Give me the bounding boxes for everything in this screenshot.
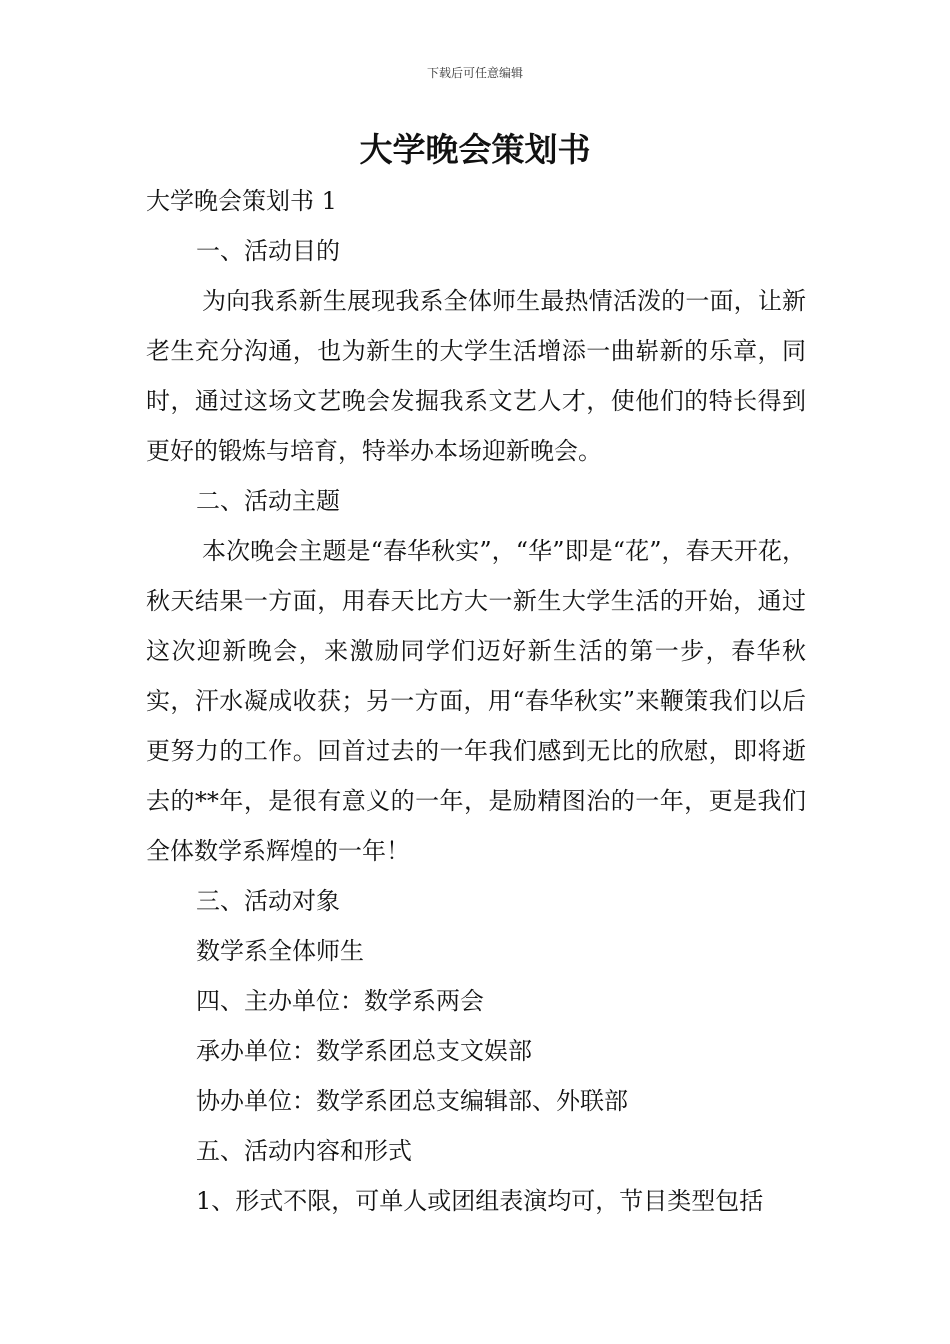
document-title: 大学晚会策划书	[359, 130, 591, 169]
page-header-note: 下载后可任意编辑	[426, 66, 523, 80]
section-heading-audience: 三、活动对象	[196, 887, 340, 915]
list-item-form: 1、形式不限，可单人或团组表演均可，节目类型包括	[196, 1187, 764, 1215]
line-host-unit: 承办单位：数学系团总支文娱部	[196, 1037, 532, 1065]
section-heading-content-form: 五、活动内容和形式	[196, 1137, 412, 1165]
paragraph-theme: 本次晚会主题是“春华秋实”，“华”即是“花”，春天开花，秋天结果一方面，用春天比方大一新生大学生活的开始，通过这次迎新晚会，来激励同学们迈好新生活的第一步，春华秋实，汗水凝成收获；另一方面，用“春华秋实”来鞭策我们以后更努力的工作。回首过去的一年我们感到无比的欣慰，即将逝去的**年，是很有意义的一年，是励精图治的一年，更是我们全体数学系辉煌的一年！	[146, 537, 806, 865]
section-heading-theme: 二、活动主题	[196, 487, 340, 515]
document-body	[146, 176, 806, 1226]
paragraph-audience: 数学系全体师生	[196, 937, 364, 965]
paragraph-purpose: 为向我系新生展现我系全体师生最热情活泼的一面，让新老生充分沟通，也为新生的大学生活增添一曲崭新的乐章，同时，通过这场文艺晚会发掘我系文艺人才，使他们的特长得到更好的锻炼与培育，特举办本场迎新晚会。	[146, 287, 806, 465]
section-heading-purpose: 一、活动目的	[196, 237, 340, 265]
section-heading-organizer: 四、主办单位：数学系两会	[196, 987, 484, 1015]
document-subtitle: 大学晚会策划书 1	[146, 187, 337, 215]
line-co-organizer: 协办单位：数学系团总支编辑部、外联部	[196, 1087, 628, 1115]
